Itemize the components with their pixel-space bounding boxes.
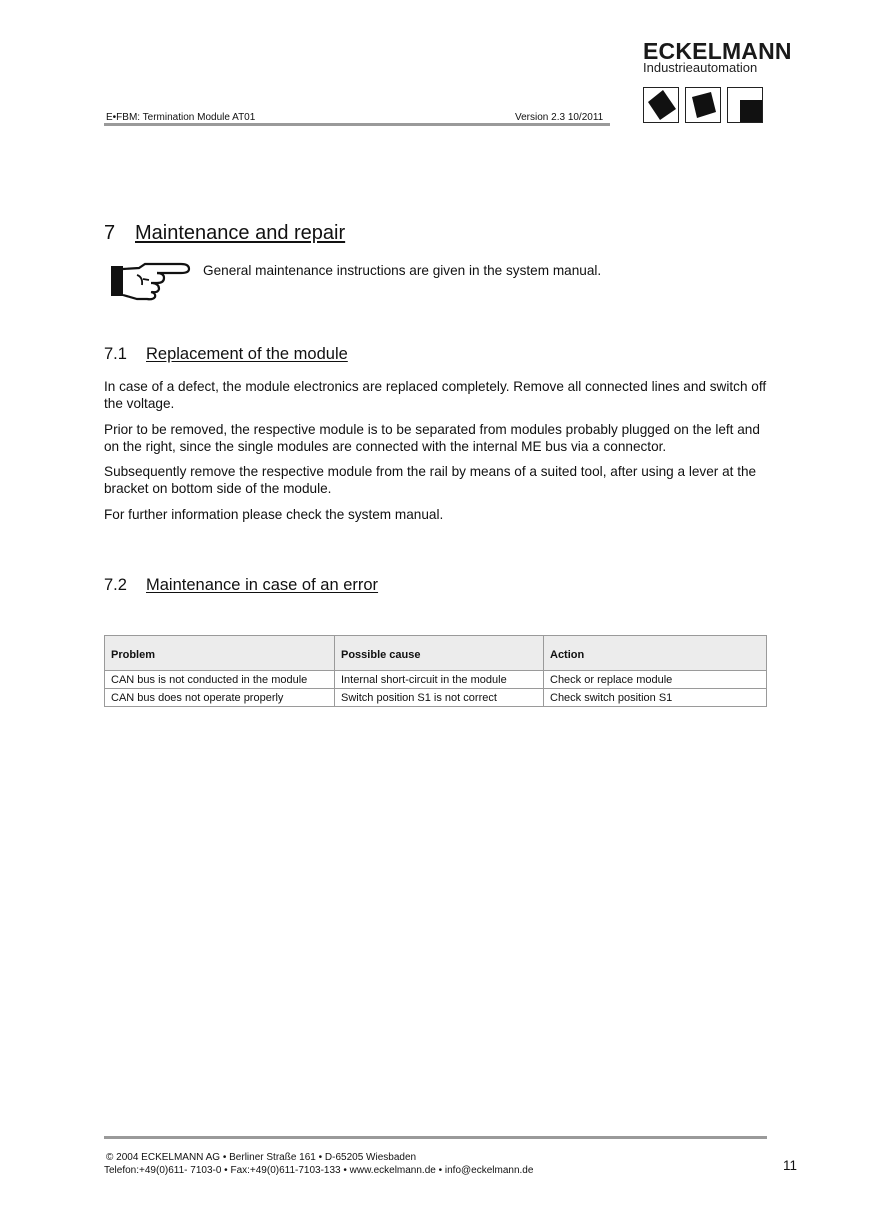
section-title: Replacement of the module bbox=[146, 345, 348, 363]
table-row bbox=[105, 671, 767, 689]
document-title: E•FBM: Termination Module AT01 bbox=[106, 112, 256, 123]
header-cell: Problem bbox=[105, 636, 335, 671]
logo-square-1-icon bbox=[643, 87, 679, 123]
table-cell: CAN bus is not conducted in the module bbox=[105, 671, 335, 689]
table-cell: Switch position S1 is not correct bbox=[335, 689, 544, 707]
table-cell: Check switch position S1 bbox=[544, 689, 767, 707]
footer-contact: Telefon:+49(0)611- 7103-0 • Fax:+49(0)611-7103-133 • www.eckelmann.de • info@eckelmann.de bbox=[104, 1165, 534, 1176]
eckelmann-logo bbox=[640, 84, 770, 126]
paragraph: Subsequently remove the respective module from the rail by means of a suited tool, after using a lever at the bracket on bottom side of the module. bbox=[104, 464, 757, 496]
section-7-heading bbox=[104, 222, 345, 245]
table-cell: Check or replace module bbox=[544, 671, 767, 689]
footer-rule bbox=[104, 1136, 767, 1139]
logo-square-3-icon bbox=[727, 87, 763, 123]
section-number: 7 bbox=[104, 222, 116, 244]
header-cell: Possible cause bbox=[335, 636, 544, 671]
section-title: Maintenance and repair bbox=[135, 222, 346, 244]
document-version: Version 2.3 10/2011 bbox=[515, 112, 604, 123]
brand-name: ECKELMANN bbox=[643, 38, 792, 64]
table-header-row bbox=[105, 636, 767, 671]
section-7-1-heading bbox=[104, 345, 348, 364]
section-title: Maintenance in case of an error bbox=[146, 576, 379, 594]
table-cell: CAN bus does not operate properly bbox=[105, 689, 335, 707]
brand-subtitle: Industrieautomation bbox=[643, 60, 758, 75]
paragraph: In case of a defect, the module electronics are replaced completely. Remove all connected lines and switch off the voltage. bbox=[104, 379, 767, 411]
error-table bbox=[104, 635, 767, 707]
pointing-hand-icon bbox=[109, 259, 191, 301]
logo-square-2-icon bbox=[685, 87, 721, 123]
section-7-2-heading bbox=[104, 576, 378, 595]
note-text: General maintenance instructions are given in the system manual. bbox=[203, 263, 602, 278]
table-row bbox=[105, 689, 767, 707]
header-cell: Action bbox=[544, 636, 767, 671]
paragraph: For further information please check the system manual. bbox=[104, 507, 444, 522]
paragraph: Prior to be removed, the respective module is to be separated from modules probably plugged on the left and on the right, since the single modules are connected with the internal ME bus via a connector. bbox=[104, 422, 760, 454]
section-number: 7.1 bbox=[104, 345, 127, 363]
page-number: 11 bbox=[783, 1158, 798, 1173]
table-cell: Internal short-circuit in the module bbox=[335, 671, 544, 689]
section-number: 7.2 bbox=[104, 576, 127, 594]
header-rule bbox=[104, 123, 610, 126]
footer-address: © 2004 ECKELMANN AG • Berliner Straße 161 • D-65205 Wiesbaden bbox=[106, 1152, 417, 1163]
